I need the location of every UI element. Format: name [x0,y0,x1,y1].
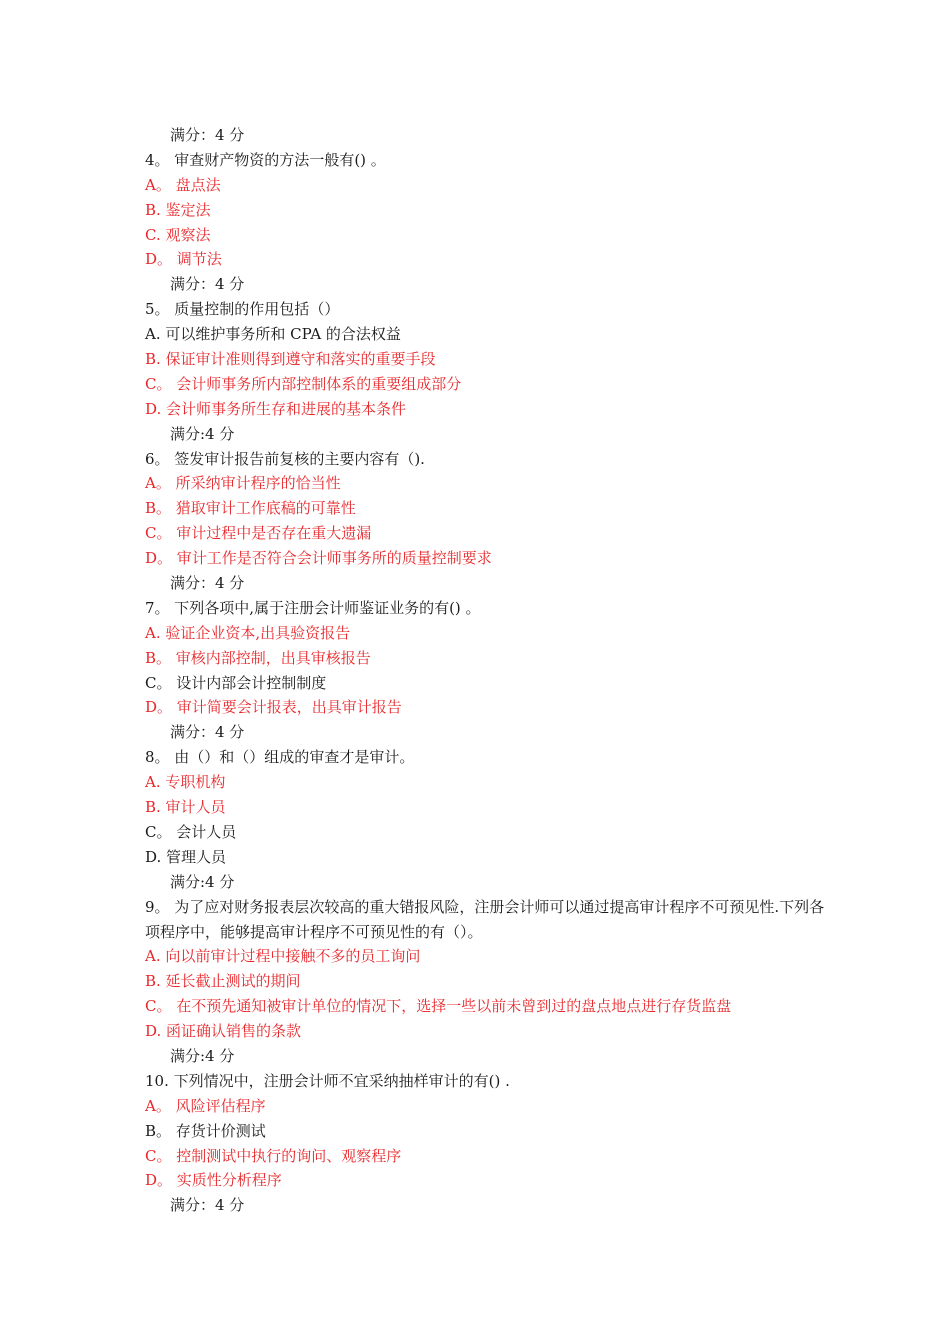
answer-option-correct: C。 在不预先通知被审计单位的情况下，选择一些以前未曾到过的盘点地点进行存货监盘 [145,997,732,1016]
answer-option-correct: C。 控制测试中执行的询问、观察程序 [145,1146,402,1165]
score-line: 满分：4 分 [170,1196,245,1215]
answer-option-correct: D。 审计简要会计报表，出具审计报告 [145,698,402,717]
answer-option-correct: A。 盘点法 [145,175,221,194]
score-line: 满分：4 分 [170,723,245,742]
answer-option-correct: B. 鉴定法 [145,200,211,219]
score-line: 满分：4 分 [170,275,245,294]
exam-document [145,123,825,1218]
answer-option-correct: D。 审计工作是否符合会计师事务所的质量控制要求 [145,549,492,568]
answer-option-correct: A. 专职机构 [145,773,226,792]
answer-option: C。 设计内部会计控制制度 [145,673,327,692]
answer-option: C。 会计人员 [145,822,237,841]
question-text: 9。 为了应对财务报表层次较高的重大错报风险，注册会计师可以通过提高审计程序不可预见性.下列各项程序中，能够提高审计程序不可预见性的有（）。 [145,897,825,941]
question-text: 7。 下列各项中,属于注册会计师鉴证业务的有() 。 [145,598,481,617]
question-text: 8。 由（）和（）组成的审查才是审计。 [145,748,415,767]
answer-option-correct: C。 会计师事务所内部控制体系的重要组成部分 [145,374,462,393]
answer-option-correct: D。 调节法 [145,250,222,269]
answer-option: B。 存货计价测试 [145,1121,266,1140]
question-text: 10. 下列情况中，注册会计师不宜采纳抽样审计的有() . [145,1071,510,1090]
question-text: 5。 质量控制的作用包括（） [145,300,340,319]
score-line: 满分:4 分 [170,872,235,891]
answer-option-correct: A. 向以前审计过程中接触不多的员工询问 [145,947,421,966]
answer-option-correct: B. 审计人员 [145,798,226,817]
answer-option-correct: A. 验证企业资本,出具验资报告 [145,623,351,642]
answer-option-correct: B. 延长截止测试的期间 [145,972,301,991]
answer-option-correct: D。 实质性分析程序 [145,1171,282,1190]
answer-option-correct: B。 审核内部控制，出具审核报告 [145,648,371,667]
question-text: 6。 签发审计报告前复核的主要内容有（). [145,449,425,468]
answer-option-correct: D. 函证确认销售的条款 [145,1022,302,1041]
answer-option-correct: D. 会计师事务所生存和进展的基本条件 [145,399,407,418]
question-text: 4。 审查财产物资的方法一般有() 。 [145,150,386,169]
answer-option-correct: C. 观察法 [145,225,211,244]
score-line: 满分：4 分 [170,574,245,593]
answer-option-correct: B. 保证审计准则得到遵守和落实的重要手段 [145,350,436,369]
answer-option-correct: B。 猎取审计工作底稿的可靠性 [145,499,356,518]
score-line: 满分:4 分 [170,1046,235,1065]
answer-option: A. 可以维护事务所和 CPA 的合法权益 [145,325,401,344]
score-line: 满分:4 分 [170,424,235,443]
answer-option-correct: A。 风险评估程序 [145,1096,266,1115]
answer-option-correct: C。 审计过程中是否存在重大遗漏 [145,524,372,543]
score-line: 满分：4 分 [170,126,245,144]
answer-option: D. 管理人员 [145,847,227,866]
answer-option-correct: A。 所采纳审计程序的恰当性 [145,474,341,493]
